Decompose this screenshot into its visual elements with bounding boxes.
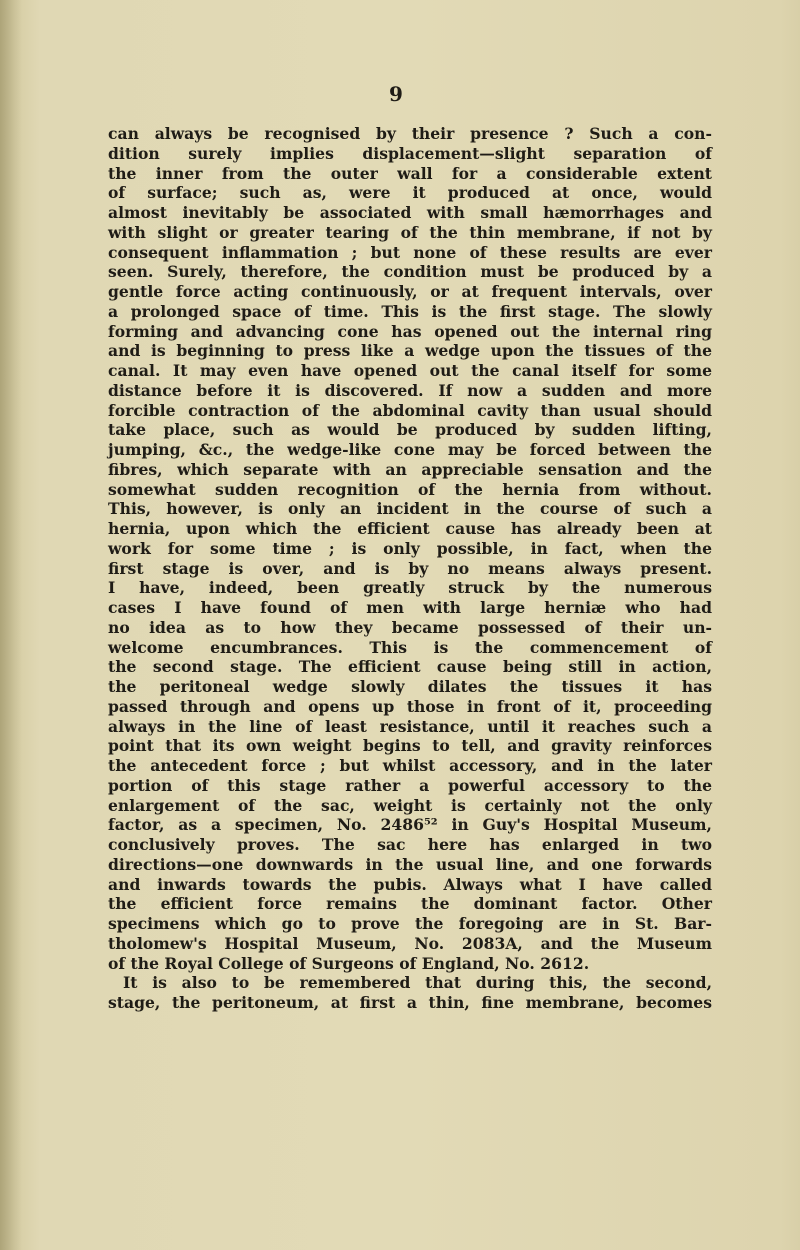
text-line: enlargement of the sac, weight is certainly not the only	[108, 795, 712, 815]
text-line: the peritoneal wedge slowly dilates the tissues it has	[108, 677, 712, 696]
text-line: hernia, upon which the efficient cause has already been at	[108, 519, 712, 538]
text-line: no idea as to how they became possessed of their un-	[108, 617, 712, 637]
text-line: seen. Surely, therefore, the condition must be produced by a	[108, 262, 712, 282]
text-line: of the Royal College of Surgeons of England, No. 2612.	[108, 953, 590, 973]
text-line: with slight or greater tearing of the thin membrane, if not by	[108, 222, 712, 242]
text-line: gentle force acting continuously, or at frequent intervals, over	[108, 282, 712, 301]
text-line: jumping, &c., the wedge-like cone may be forced between the	[108, 440, 712, 459]
text-line: the antecedent force ; but whilst accessory, and in the later	[108, 756, 712, 775]
text-line: distance before it is discovered. If now a sudden and more	[108, 380, 712, 400]
text-line: first stage is over, and is by no means always present.	[108, 558, 712, 578]
text-line: of surface; such as, were it produced at once, would	[108, 183, 712, 203]
text-line: and inwards towards the pubis. Always what I have called	[108, 874, 712, 894]
text-line: almost inevitably be associated with small hæmorrhages and	[108, 203, 712, 222]
text-line: conclusively proves. The sac here has enlarged in two	[108, 835, 712, 854]
text-line: somewhat sudden recognition of the hernia from without.	[108, 479, 712, 499]
text-line: point that its own weight begins to tell, and gravity reinforces	[108, 736, 712, 756]
page-binding-shadow	[0, 0, 22, 1250]
text-line: I have, indeed, been greatly struck by the numerous	[108, 578, 712, 598]
text-line: directions—one downwards in the usual line, and one forwards	[108, 854, 712, 874]
text-line: take place, such as would be produced by sudden lifting,	[108, 420, 712, 440]
text-line: forming and advancing cone has opened out the internal ring	[108, 321, 712, 341]
text-line: It is also to be remembered that during this, the second,	[123, 973, 712, 993]
text-line: This, however, is only an incident in the course of such a	[108, 499, 712, 519]
text-line: work for some time ; is only possible, in fact, when the	[108, 538, 712, 558]
text-line: can always be recognised by their presence ? Such a con-	[108, 124, 712, 143]
text-line: canal. It may even have opened out the canal itself for some	[108, 361, 712, 380]
text-line: consequent inflammation ; but none of these results are ever	[108, 242, 712, 262]
page-number: 9	[389, 82, 403, 106]
text-line: factor, as a specimen, No. 2486⁵² in Guy's Hospital Museum,	[108, 815, 712, 835]
text-line: stage, the peritoneum, at first a thin, fine membrane, becomes	[108, 993, 712, 1012]
text-line: portion of this stage rather a powerful accessory to the	[108, 775, 712, 795]
text-line: the second stage. The efficient cause being still in action,	[108, 657, 712, 677]
text-line: tholomew's Hospital Museum, No. 2083A, and the Museum	[108, 933, 712, 953]
text-line: dition surely implies displacement—slight separation of	[108, 143, 712, 163]
text-line: the efficient force remains the dominant factor. Other	[108, 894, 712, 914]
text-line: welcome encumbrances. This is the commencement of	[108, 637, 712, 657]
text-line: always in the line of least resistance, until it reaches such a	[108, 716, 712, 736]
text-line: forcible contraction of the abdominal cavity than usual should	[108, 400, 712, 420]
body-text	[108, 124, 712, 1013]
text-line: specimens which go to prove the foregoing are in St. Bar-	[108, 914, 712, 933]
text-line: and is beginning to press like a wedge upon the tissues of the	[108, 341, 712, 361]
text-line: a prolonged space of time. This is the first stage. The slowly	[108, 301, 712, 321]
text-line: the inner from the outer wall for a considerable extent	[108, 163, 712, 183]
text-line: passed through and opens up those in front of it, proceeding	[108, 696, 712, 716]
text-line: fibres, which separate with an appreciable sensation and the	[108, 459, 712, 479]
text-line: cases I have found of men with large herniæ who had	[108, 598, 712, 617]
